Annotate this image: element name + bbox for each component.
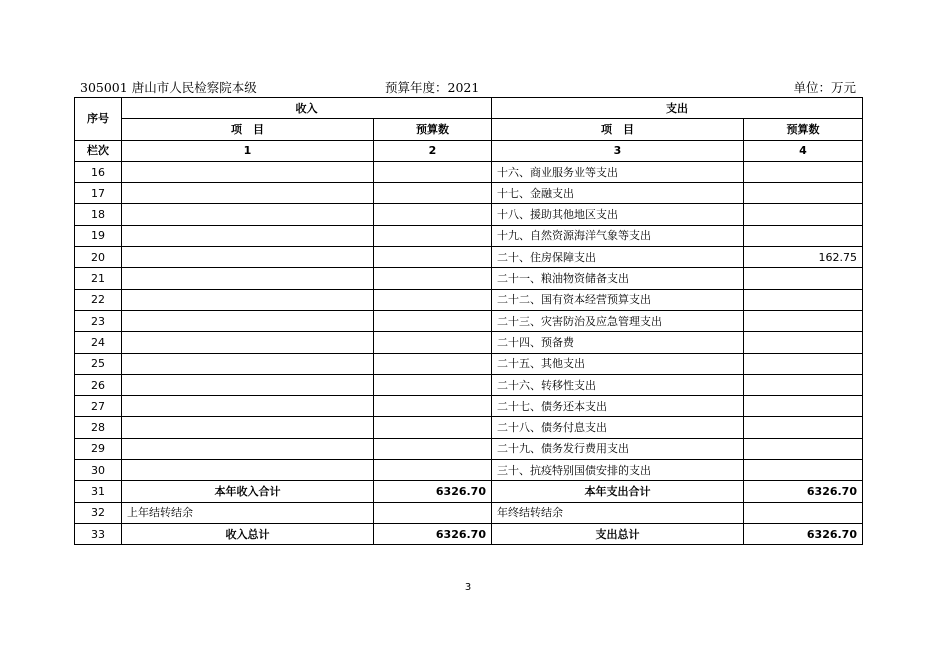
income-amount: 6326.70 [374, 481, 492, 502]
row-seq: 23 [75, 310, 122, 331]
row-seq: 17 [75, 183, 122, 204]
col-index-4: 4 [744, 140, 863, 161]
income-item [122, 332, 374, 353]
table-row [75, 225, 863, 246]
row-seq: 20 [75, 247, 122, 268]
row-seq: 33 [75, 523, 122, 544]
expense-item: 二十九、债务发行费用支出 [492, 438, 744, 459]
row-seq: 19 [75, 225, 122, 246]
row-seq: 30 [75, 460, 122, 481]
unit-label: 单位：万元 [793, 80, 856, 95]
expense-item: 二十一、粮油物资储备支出 [492, 268, 744, 289]
income-amount [374, 310, 492, 331]
income-amount [374, 225, 492, 246]
expense-amount: 6326.70 [744, 523, 863, 544]
table-row [75, 374, 863, 395]
income-item [122, 204, 374, 225]
expense-item: 二十、住房保障支出 [492, 247, 744, 268]
table-row [75, 289, 863, 310]
row-seq: 26 [75, 374, 122, 395]
expense-amount: 6326.70 [744, 481, 863, 502]
expense-item: 二十五、其他支出 [492, 353, 744, 374]
income-item [122, 225, 374, 246]
income-amount [374, 460, 492, 481]
expense-amount [744, 204, 863, 225]
income-amount [374, 353, 492, 374]
col-index-2: 2 [374, 140, 492, 161]
table-row [75, 268, 863, 289]
table-row [75, 204, 863, 225]
income-item [122, 289, 374, 310]
table-row [75, 247, 863, 268]
col-index-label: 栏次 [75, 140, 122, 161]
income-item [122, 374, 374, 395]
income-item [122, 247, 374, 268]
table-row [75, 502, 863, 523]
income-item: 上年结转结余 [122, 502, 374, 523]
income-budget-header: 预算数 [374, 119, 492, 140]
expense-amount [744, 161, 863, 182]
table-row [75, 438, 863, 459]
table-row [75, 396, 863, 417]
income-item: 收入总计 [122, 523, 374, 544]
expense-amount [744, 502, 863, 523]
income-amount [374, 396, 492, 417]
expense-amount [744, 460, 863, 481]
expense-amount: 162.75 [744, 247, 863, 268]
expense-item: 十六、商业服务业等支出 [492, 161, 744, 182]
expense-amount [744, 353, 863, 374]
table-row [75, 523, 863, 544]
expense-amount [744, 268, 863, 289]
row-seq: 22 [75, 289, 122, 310]
income-item [122, 161, 374, 182]
income-amount [374, 332, 492, 353]
expense-amount [744, 310, 863, 331]
expense-item: 本年支出合计 [492, 481, 744, 502]
income-amount [374, 183, 492, 204]
income-item [122, 310, 374, 331]
expense-item: 支出总计 [492, 523, 744, 544]
row-seq: 27 [75, 396, 122, 417]
income-amount: 6326.70 [374, 523, 492, 544]
expense-item: 二十七、债务还本支出 [492, 396, 744, 417]
expense-amount [744, 332, 863, 353]
income-amount [374, 204, 492, 225]
income-amount [374, 438, 492, 459]
expense-amount [744, 183, 863, 204]
income-item [122, 183, 374, 204]
income-item [122, 438, 374, 459]
expense-amount [744, 396, 863, 417]
expense-amount [744, 438, 863, 459]
table-row [75, 310, 863, 331]
income-amount [374, 374, 492, 395]
row-seq: 21 [75, 268, 122, 289]
expense-item: 二十六、转移性支出 [492, 374, 744, 395]
expense-group-header: 支出 [492, 98, 863, 119]
income-amount [374, 502, 492, 523]
income-item: 本年收入合计 [122, 481, 374, 502]
income-amount [374, 247, 492, 268]
income-item [122, 417, 374, 438]
row-seq: 25 [75, 353, 122, 374]
income-item [122, 396, 374, 417]
expense-item: 年终结转结余 [492, 502, 744, 523]
seq-header: 序号 [75, 98, 122, 141]
table-row [75, 161, 863, 182]
expense-amount [744, 289, 863, 310]
budget-table [74, 97, 863, 545]
table-row [75, 481, 863, 502]
income-amount [374, 289, 492, 310]
income-item [122, 353, 374, 374]
income-item [122, 460, 374, 481]
table-row [75, 183, 863, 204]
expense-item: 十七、金融支出 [492, 183, 744, 204]
col-index-1: 1 [122, 140, 374, 161]
table-row [75, 460, 863, 481]
income-item-header: 项 目 [122, 119, 374, 140]
row-seq: 32 [75, 502, 122, 523]
col-index-3: 3 [492, 140, 744, 161]
table-row [75, 417, 863, 438]
expense-item: 十八、援助其他地区支出 [492, 204, 744, 225]
row-seq: 16 [75, 161, 122, 182]
expense-item: 二十八、债务付息支出 [492, 417, 744, 438]
expense-item-header: 项 目 [492, 119, 744, 140]
expense-amount [744, 225, 863, 246]
table-row [75, 332, 863, 353]
expense-item: 三十、抗疫特别国债安排的支出 [492, 460, 744, 481]
row-seq: 29 [75, 438, 122, 459]
income-amount [374, 268, 492, 289]
row-seq: 18 [75, 204, 122, 225]
row-seq: 24 [75, 332, 122, 353]
income-amount [374, 417, 492, 438]
expense-amount [744, 374, 863, 395]
expense-item: 二十三、灾害防治及应急管理支出 [492, 310, 744, 331]
budget-year: 预算年度：2021 [385, 80, 480, 95]
expense-budget-header: 预算数 [744, 119, 863, 140]
table-row [75, 353, 863, 374]
expense-amount [744, 417, 863, 438]
page-number: 3 [464, 582, 472, 593]
row-seq: 31 [75, 481, 122, 502]
expense-item: 二十二、国有资本经营预算支出 [492, 289, 744, 310]
expense-item: 二十四、预备费 [492, 332, 744, 353]
row-seq: 28 [75, 417, 122, 438]
income-group-header: 收入 [122, 98, 492, 119]
unit-code-title: 305001 唐山市人民检察院本级 [80, 80, 257, 95]
income-amount [374, 161, 492, 182]
expense-item: 十九、自然资源海洋气象等支出 [492, 225, 744, 246]
income-item [122, 268, 374, 289]
